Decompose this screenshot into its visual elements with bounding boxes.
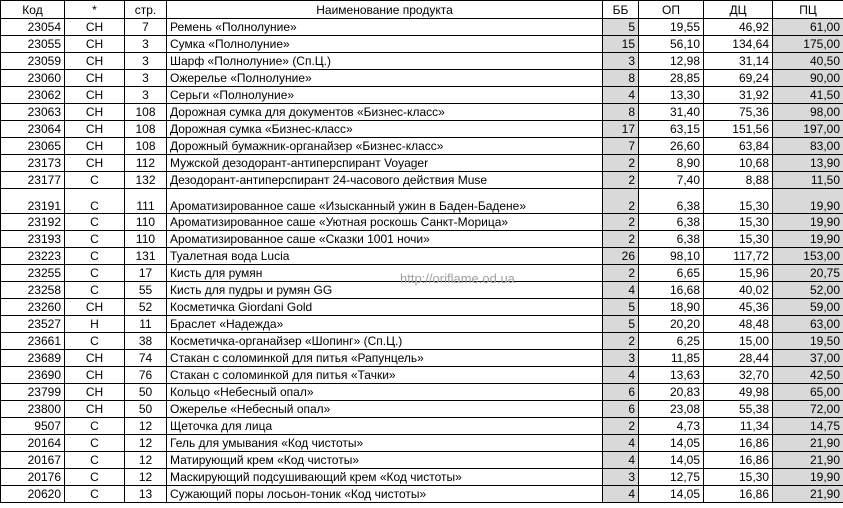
cell-code: 23177: [1, 172, 65, 189]
cell-op: 18,90: [639, 299, 704, 316]
cell-star: CH: [65, 121, 125, 138]
cell-code: 20176: [1, 469, 65, 486]
cell-bb: 3: [603, 350, 639, 367]
cell-page: 112: [125, 155, 167, 172]
cell-page: 13: [125, 486, 167, 503]
cell-star: CH: [65, 367, 125, 384]
cell-dc: 69,24: [704, 70, 773, 87]
cell-pc: 21,90: [773, 452, 843, 469]
cell-pc: 37,00: [773, 350, 843, 367]
cell-bb: 4: [603, 452, 639, 469]
cell-dc: 10,68: [704, 155, 773, 172]
cell-pc: 19,90: [773, 189, 843, 214]
cell-name: Ароматизированное саше «Изысканный ужин в Баден-Бадене»: [167, 189, 603, 214]
cell-code: 23064: [1, 121, 65, 138]
cell-op: 19,55: [639, 19, 704, 36]
table-row: [1, 333, 843, 350]
cell-op: 12,75: [639, 469, 704, 486]
cell-pc: 59,00: [773, 299, 843, 316]
cell-op: 16,68: [639, 282, 704, 299]
table-row: [1, 248, 843, 265]
cell-page: 50: [125, 401, 167, 418]
cell-pc: 14,75: [773, 418, 843, 435]
cell-code: 9507: [1, 418, 65, 435]
cell-star: C: [65, 214, 125, 231]
cell-name: Щеточка для лица: [167, 418, 603, 435]
table-body: [1, 19, 843, 503]
cell-code: 23191: [1, 189, 65, 214]
cell-code: 23800: [1, 401, 65, 418]
cell-page: 12: [125, 418, 167, 435]
cell-page: 7: [125, 19, 167, 36]
cell-code: 23260: [1, 299, 65, 316]
cell-code: 20620: [1, 486, 65, 503]
table-row: [1, 53, 843, 70]
cell-name: Матирующий крем «Код чистоты»: [167, 452, 603, 469]
cell-pc: 72,00: [773, 401, 843, 418]
cell-code: 20164: [1, 435, 65, 452]
cell-pc: 65,00: [773, 384, 843, 401]
table-row: [1, 299, 843, 316]
cell-name: Ароматизированное саше «Сказки 1001 ночи»: [167, 231, 603, 248]
cell-bb: 4: [603, 486, 639, 503]
cell-page: 12: [125, 435, 167, 452]
header-op: ОП: [639, 1, 704, 19]
cell-op: 20,83: [639, 384, 704, 401]
cell-star: C: [65, 486, 125, 503]
cell-pc: 153,00: [773, 248, 843, 265]
cell-bb: 26: [603, 248, 639, 265]
cell-code: 23193: [1, 231, 65, 248]
cell-op: 20,20: [639, 316, 704, 333]
cell-pc: 197,00: [773, 121, 843, 138]
cell-op: 8,90: [639, 155, 704, 172]
cell-code: 23689: [1, 350, 65, 367]
cell-name: Ремень «Полнолуние»: [167, 19, 603, 36]
cell-bb: 2: [603, 265, 639, 282]
cell-name: Кисть для румян: [167, 265, 603, 282]
cell-star: CH: [65, 53, 125, 70]
cell-op: 6,38: [639, 231, 704, 248]
table-row: [1, 452, 843, 469]
cell-dc: 28,44: [704, 350, 773, 367]
cell-pc: 41,50: [773, 87, 843, 104]
cell-star: CH: [65, 350, 125, 367]
cell-code: 23173: [1, 155, 65, 172]
cell-dc: 16,86: [704, 452, 773, 469]
cell-code: 23255: [1, 265, 65, 282]
table-row: [1, 282, 843, 299]
cell-page: 110: [125, 214, 167, 231]
cell-star: CH: [65, 70, 125, 87]
table-row: [1, 401, 843, 418]
cell-op: 12,98: [639, 53, 704, 70]
cell-name: Серьги «Полнолуние»: [167, 87, 603, 104]
cell-pc: 175,00: [773, 36, 843, 53]
table-row: [1, 418, 843, 435]
cell-star: C: [65, 248, 125, 265]
cell-dc: 16,86: [704, 486, 773, 503]
cell-code: 23192: [1, 214, 65, 231]
cell-pc: 42,50: [773, 367, 843, 384]
table-row: [1, 19, 843, 36]
cell-code: 23063: [1, 104, 65, 121]
cell-page: 108: [125, 138, 167, 155]
cell-op: 13,30: [639, 87, 704, 104]
cell-page: 110: [125, 231, 167, 248]
table-row: [1, 265, 843, 282]
cell-pc: 21,90: [773, 435, 843, 452]
cell-bb: 5: [603, 299, 639, 316]
cell-star: CH: [65, 138, 125, 155]
cell-bb: 7: [603, 138, 639, 155]
cell-page: 76: [125, 367, 167, 384]
cell-star: CH: [65, 299, 125, 316]
cell-dc: 15,30: [704, 189, 773, 214]
table-row: [1, 138, 843, 155]
cell-name: Стакан с соломинкой для питья «Рапунцель»: [167, 350, 603, 367]
header-bb: ББ: [603, 1, 639, 19]
cell-dc: 15,30: [704, 469, 773, 486]
cell-star: CH: [65, 19, 125, 36]
cell-bb: 2: [603, 333, 639, 350]
table-row: [1, 155, 843, 172]
cell-op: 6,25: [639, 333, 704, 350]
cell-pc: 19,90: [773, 469, 843, 486]
cell-page: 3: [125, 53, 167, 70]
cell-bb: 4: [603, 367, 639, 384]
cell-dc: 46,92: [704, 19, 773, 36]
cell-bb: 2: [603, 155, 639, 172]
cell-pc: 40,50: [773, 53, 843, 70]
cell-name: Туалетная вода Lucia: [167, 248, 603, 265]
cell-page: 12: [125, 469, 167, 486]
cell-op: 6,38: [639, 214, 704, 231]
cell-bb: 17: [603, 121, 639, 138]
table-row: [1, 469, 843, 486]
cell-name: Ожерелье «Полнолуние»: [167, 70, 603, 87]
cell-dc: 117,72: [704, 248, 773, 265]
cell-pc: 90,00: [773, 70, 843, 87]
cell-page: 3: [125, 36, 167, 53]
cell-name: Кольцо «Небесный опал»: [167, 384, 603, 401]
cell-bb: 4: [603, 282, 639, 299]
cell-name: Дезодорант-антиперспирант 24-часового действия Muse: [167, 172, 603, 189]
cell-dc: 40,02: [704, 282, 773, 299]
cell-pc: 21,90: [773, 486, 843, 503]
table-header-row: [1, 1, 843, 19]
cell-bb: 6: [603, 401, 639, 418]
cell-page: 55: [125, 282, 167, 299]
cell-bb: 2: [603, 189, 639, 214]
cell-code: 23060: [1, 70, 65, 87]
cell-code: 23065: [1, 138, 65, 155]
cell-bb: 2: [603, 172, 639, 189]
cell-page: 74: [125, 350, 167, 367]
cell-name: Стакан с соломинкой для питья «Тачки»: [167, 367, 603, 384]
cell-op: 14,05: [639, 486, 704, 503]
cell-dc: 32,70: [704, 367, 773, 384]
cell-code: 23258: [1, 282, 65, 299]
cell-dc: 15,30: [704, 214, 773, 231]
cell-pc: 19,50: [773, 333, 843, 350]
table-row: [1, 36, 843, 53]
cell-star: CH: [65, 36, 125, 53]
cell-name: Дорожный бумажник-органайзер «Бизнес-класс»: [167, 138, 603, 155]
cell-star: C: [65, 469, 125, 486]
cell-star: H: [65, 316, 125, 333]
cell-bb: 5: [603, 19, 639, 36]
cell-bb: 2: [603, 214, 639, 231]
cell-bb: 2: [603, 418, 639, 435]
header-page: стр.: [125, 1, 167, 19]
table-row: [1, 435, 843, 452]
cell-name: Мужской дезодорант-антиперспирант Voyager: [167, 155, 603, 172]
cell-bb: 3: [603, 53, 639, 70]
cell-pc: 11,50: [773, 172, 843, 189]
cell-name: Гель для умывания «Код чистоты»: [167, 435, 603, 452]
table-row: [1, 350, 843, 367]
cell-bb: 4: [603, 435, 639, 452]
cell-name: Косметичка-органайзер «Шопинг» (Сп.Ц.): [167, 333, 603, 350]
cell-dc: 49,98: [704, 384, 773, 401]
cell-name: Ароматизированное саше «Уютная роскошь Санкт-Морица»: [167, 214, 603, 231]
cell-dc: 15,00: [704, 333, 773, 350]
cell-dc: 31,92: [704, 87, 773, 104]
cell-name: Дорожная сумка для документов «Бизнес-класс»: [167, 104, 603, 121]
cell-code: 23062: [1, 87, 65, 104]
cell-page: 11: [125, 316, 167, 333]
table-row: [1, 189, 843, 214]
cell-page: 108: [125, 104, 167, 121]
header-name: Наименование продукта: [167, 1, 603, 19]
cell-name: Сужающий поры лосьон-тоник «Код чистоты»: [167, 486, 603, 503]
header-dc: ДЦ: [704, 1, 773, 19]
cell-pc: 20,75: [773, 265, 843, 282]
cell-star: CH: [65, 401, 125, 418]
header-code: Код: [1, 1, 65, 19]
cell-star: C: [65, 189, 125, 214]
table-row: [1, 70, 843, 87]
cell-pc: 52,00: [773, 282, 843, 299]
table-row: [1, 121, 843, 138]
table-row: [1, 231, 843, 248]
cell-page: 52: [125, 299, 167, 316]
cell-bb: 8: [603, 104, 639, 121]
header-star: *: [65, 1, 125, 19]
table-row: [1, 486, 843, 503]
cell-op: 28,85: [639, 70, 704, 87]
cell-dc: 45,36: [704, 299, 773, 316]
cell-name: Маскирующий подсушивающий крем «Код чистоты»: [167, 469, 603, 486]
table-row: [1, 384, 843, 401]
cell-page: 111: [125, 189, 167, 214]
cell-pc: 19,90: [773, 214, 843, 231]
cell-star: C: [65, 452, 125, 469]
cell-page: 12: [125, 452, 167, 469]
cell-code: 23054: [1, 19, 65, 36]
cell-name: Ожерелье «Небесный опал»: [167, 401, 603, 418]
cell-name: Дорожная сумка «Бизнес-класс»: [167, 121, 603, 138]
cell-bb: 6: [603, 384, 639, 401]
cell-page: 50: [125, 384, 167, 401]
cell-star: CH: [65, 155, 125, 172]
cell-name: Сумка «Полнолуние»: [167, 36, 603, 53]
cell-code: 23059: [1, 53, 65, 70]
cell-code: 23223: [1, 248, 65, 265]
cell-op: 98,10: [639, 248, 704, 265]
cell-op: 4,73: [639, 418, 704, 435]
cell-pc: 63,00: [773, 316, 843, 333]
cell-dc: 48,48: [704, 316, 773, 333]
cell-op: 13,63: [639, 367, 704, 384]
cell-op: 11,85: [639, 350, 704, 367]
cell-op: 23,08: [639, 401, 704, 418]
cell-op: 7,40: [639, 172, 704, 189]
cell-star: CH: [65, 104, 125, 121]
cell-op: 6,38: [639, 189, 704, 214]
cell-star: C: [65, 333, 125, 350]
cell-op: 63,15: [639, 121, 704, 138]
cell-star: C: [65, 231, 125, 248]
cell-name: Кисть для пудры и румян GG: [167, 282, 603, 299]
cell-star: C: [65, 172, 125, 189]
cell-page: 38: [125, 333, 167, 350]
cell-dc: 31,14: [704, 53, 773, 70]
cell-dc: 75,36: [704, 104, 773, 121]
cell-page: 17: [125, 265, 167, 282]
cell-pc: 13,90: [773, 155, 843, 172]
cell-code: 23527: [1, 316, 65, 333]
cell-op: 14,05: [639, 435, 704, 452]
cell-star: CH: [65, 384, 125, 401]
cell-bb: 3: [603, 469, 639, 486]
cell-dc: 55,38: [704, 401, 773, 418]
cell-star: C: [65, 435, 125, 452]
cell-page: 108: [125, 121, 167, 138]
cell-dc: 15,96: [704, 265, 773, 282]
cell-star: CH: [65, 87, 125, 104]
table-row: [1, 104, 843, 121]
cell-dc: 15,30: [704, 231, 773, 248]
cell-page: 3: [125, 87, 167, 104]
cell-bb: 8: [603, 70, 639, 87]
cell-page: 3: [125, 70, 167, 87]
cell-bb: 4: [603, 87, 639, 104]
cell-bb: 15: [603, 36, 639, 53]
cell-dc: 8,88: [704, 172, 773, 189]
cell-name: Браслет «Надежда»: [167, 316, 603, 333]
cell-page: 131: [125, 248, 167, 265]
cell-star: C: [65, 418, 125, 435]
cell-op: 6,65: [639, 265, 704, 282]
cell-op: 26,60: [639, 138, 704, 155]
watermark-url: http://oriflame.od.ua: [400, 271, 515, 286]
cell-code: 23055: [1, 36, 65, 53]
cell-code: 23661: [1, 333, 65, 350]
cell-star: C: [65, 265, 125, 282]
cell-name: Шарф «Полнолуние» (Сп.Ц.): [167, 53, 603, 70]
cell-bb: 5: [603, 316, 639, 333]
cell-op: 31,40: [639, 104, 704, 121]
cell-name: Косметичка Giordani Gold: [167, 299, 603, 316]
cell-dc: 134,64: [704, 36, 773, 53]
table-row: [1, 87, 843, 104]
cell-pc: 61,00: [773, 19, 843, 36]
cell-dc: 151,56: [704, 121, 773, 138]
cell-dc: 16,86: [704, 435, 773, 452]
cell-bb: 2: [603, 231, 639, 248]
table-row: [1, 172, 843, 189]
cell-pc: 98,00: [773, 104, 843, 121]
header-pc: ПЦ: [773, 1, 843, 19]
cell-dc: 11,34: [704, 418, 773, 435]
table-row: [1, 316, 843, 333]
cell-pc: 83,00: [773, 138, 843, 155]
table-row: [1, 214, 843, 231]
cell-pc: 19,90: [773, 231, 843, 248]
cell-op: 14,05: [639, 452, 704, 469]
cell-op: 56,10: [639, 36, 704, 53]
cell-star: C: [65, 282, 125, 299]
cell-code: 23690: [1, 367, 65, 384]
cell-code: 23799: [1, 384, 65, 401]
cell-dc: 63,84: [704, 138, 773, 155]
cell-code: 20167: [1, 452, 65, 469]
cell-page: 132: [125, 172, 167, 189]
table-row: [1, 367, 843, 384]
